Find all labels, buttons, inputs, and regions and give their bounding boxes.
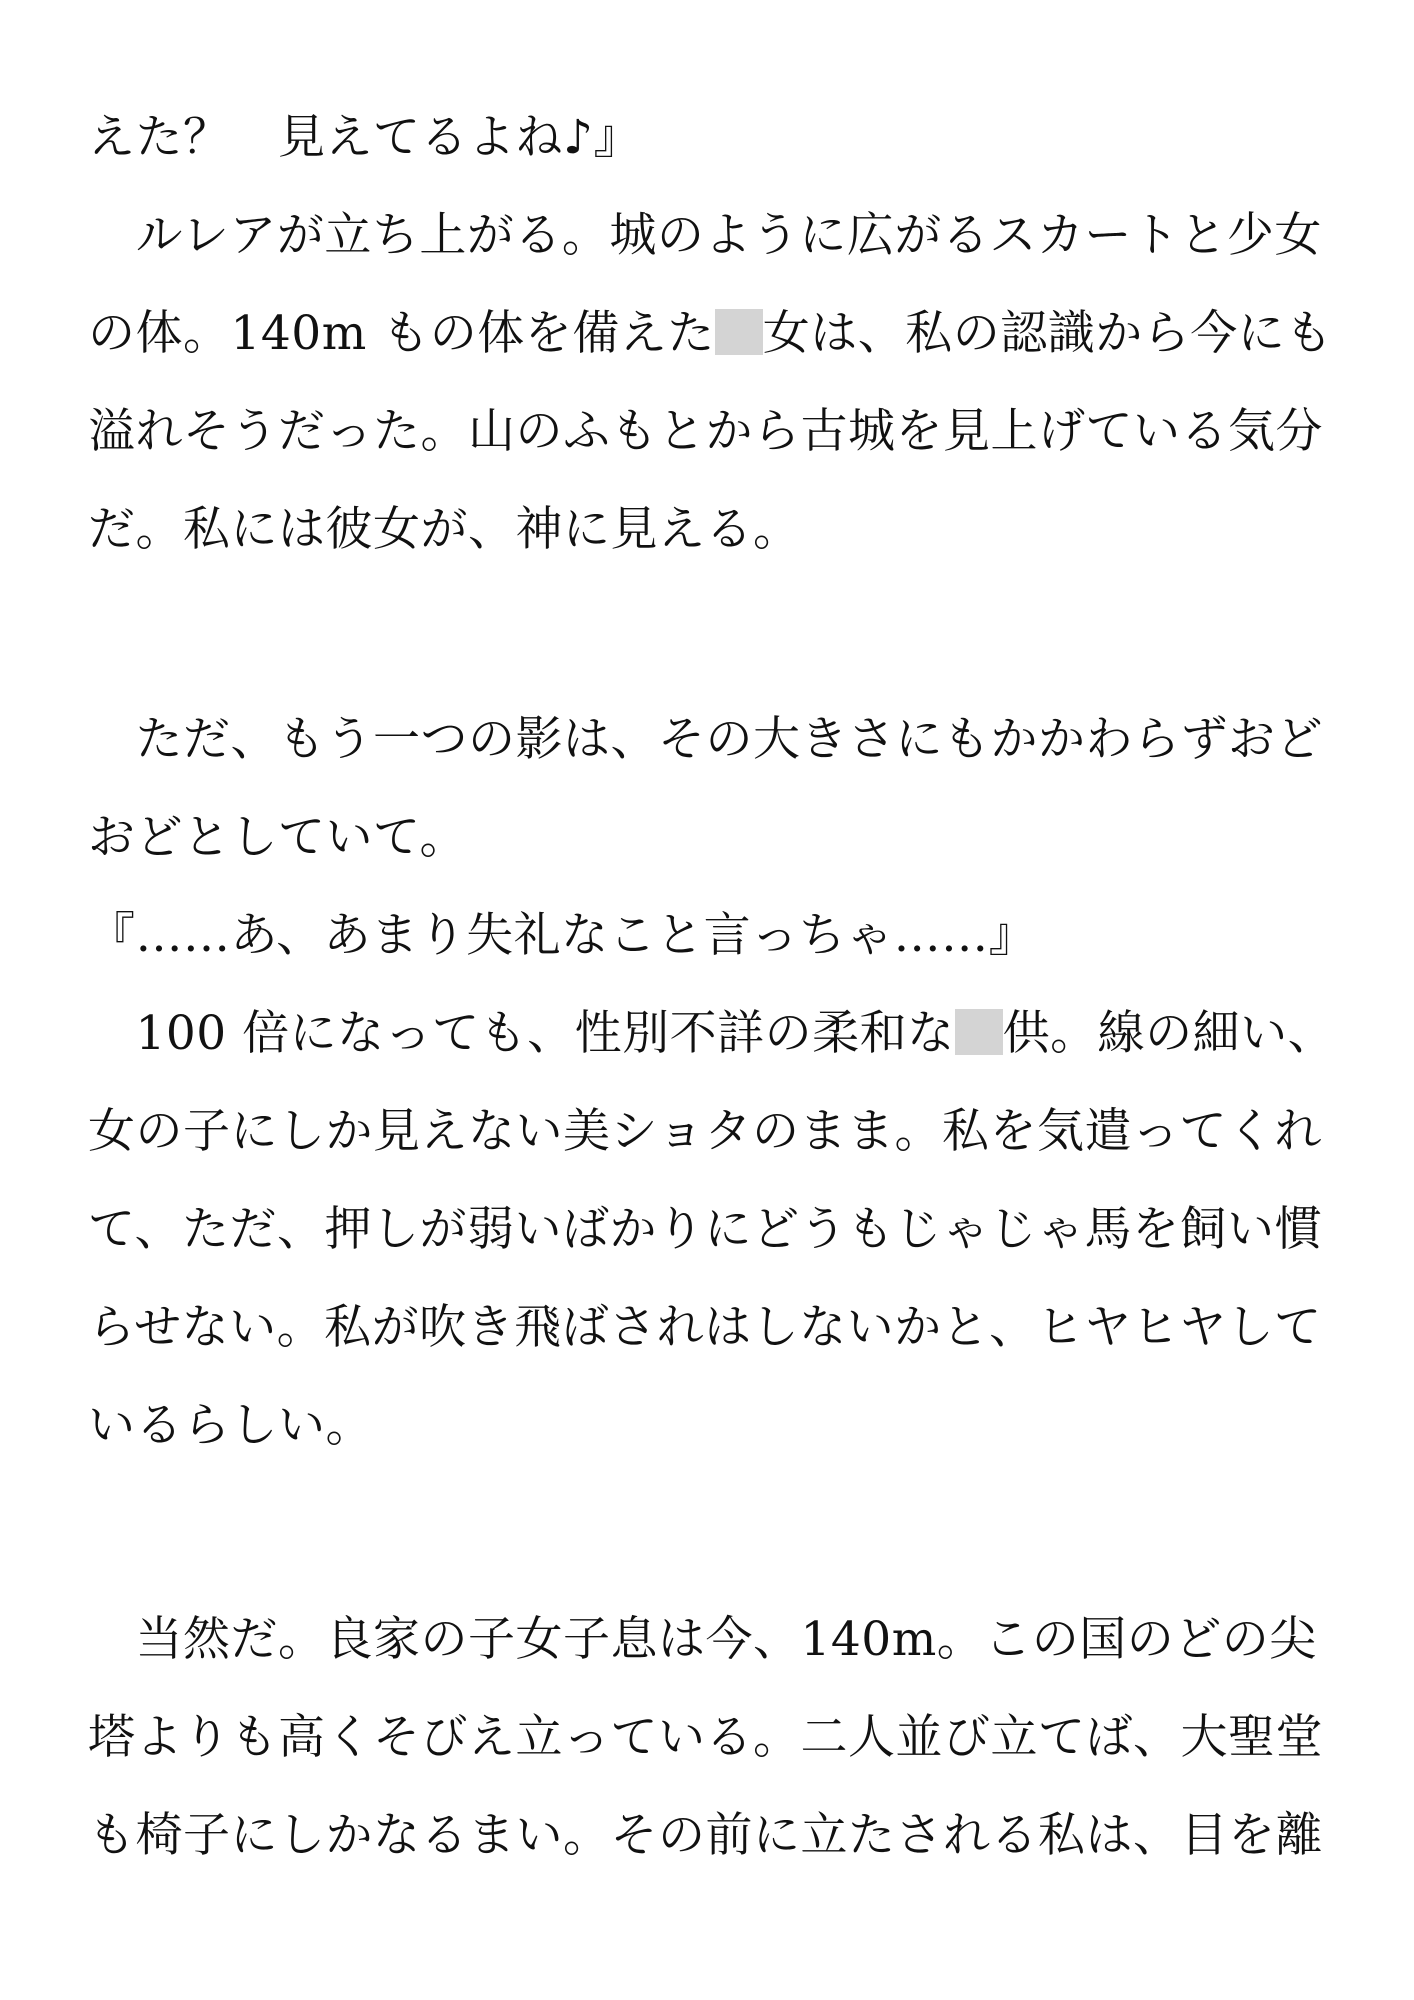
line-text: ただ、もう一つの影は、その大きさにもかかわらずおど <box>88 712 1323 767</box>
text-line <box>88 1200 1328 1260</box>
line-text: 『……あ、あまり失礼なこと言っちゃ……』 <box>88 908 1037 963</box>
line-text: えた？ 見えてるよね♪』 <box>88 110 641 165</box>
line-text: 塔よりも高くそびえ立っている。二人並び立てば、大聖堂 <box>88 1710 1323 1765</box>
line-text: だ。私には彼女が、神に見える。 <box>88 502 801 557</box>
text-line <box>88 206 1328 266</box>
text-line <box>88 808 1328 868</box>
text-line <box>88 1610 1328 1670</box>
text-line <box>88 1102 1328 1162</box>
text-line <box>88 304 1333 364</box>
text-line <box>88 906 1328 966</box>
line-text: いるらしい。 <box>88 1398 373 1453</box>
text-line <box>88 1004 1336 1064</box>
line-text: 女の子にしか見えない美ショタのまま。私を気遣ってくれ <box>88 1104 1323 1159</box>
line-text: 女は、私の認識から今にも <box>762 306 1333 361</box>
redaction-box <box>955 1009 1003 1055</box>
line-text: らせない。私が吹き飛ばされはしないかと、ヒヤヒヤして <box>88 1300 1322 1355</box>
text-line <box>88 500 1328 560</box>
line-text: ルレアが立ち上がる。城のように広がるスカートと少女 <box>88 208 1322 263</box>
line-text: おどとしていて。 <box>88 810 468 865</box>
line-text: 100 倍になっても、性別不詳の柔和な <box>88 1006 955 1061</box>
text-line <box>88 402 1328 462</box>
text-line <box>88 710 1328 770</box>
line-text: 当然だ。良家の子女子息は今、140m。この国のどの尖 <box>88 1612 1317 1667</box>
text-line <box>88 1708 1328 1768</box>
line-text: も椅子にしかなるまい。その前に立たされる私は、目を離 <box>88 1808 1323 1863</box>
text-line <box>88 1298 1328 1358</box>
line-text: 供。線の細い、 <box>1002 1006 1336 1061</box>
text-line <box>88 1396 1328 1456</box>
redaction-box <box>715 309 763 355</box>
line-text: て、ただ、押しが弱いばかりにどうもじゃじゃ馬を飼い慣 <box>88 1202 1323 1257</box>
text-line <box>88 1806 1328 1866</box>
text-line <box>88 108 1328 168</box>
line-text: の体。140m もの体を備えた <box>88 306 715 361</box>
line-text: 溢れそうだった。山のふもとから古城を見上げている気分 <box>88 404 1323 459</box>
